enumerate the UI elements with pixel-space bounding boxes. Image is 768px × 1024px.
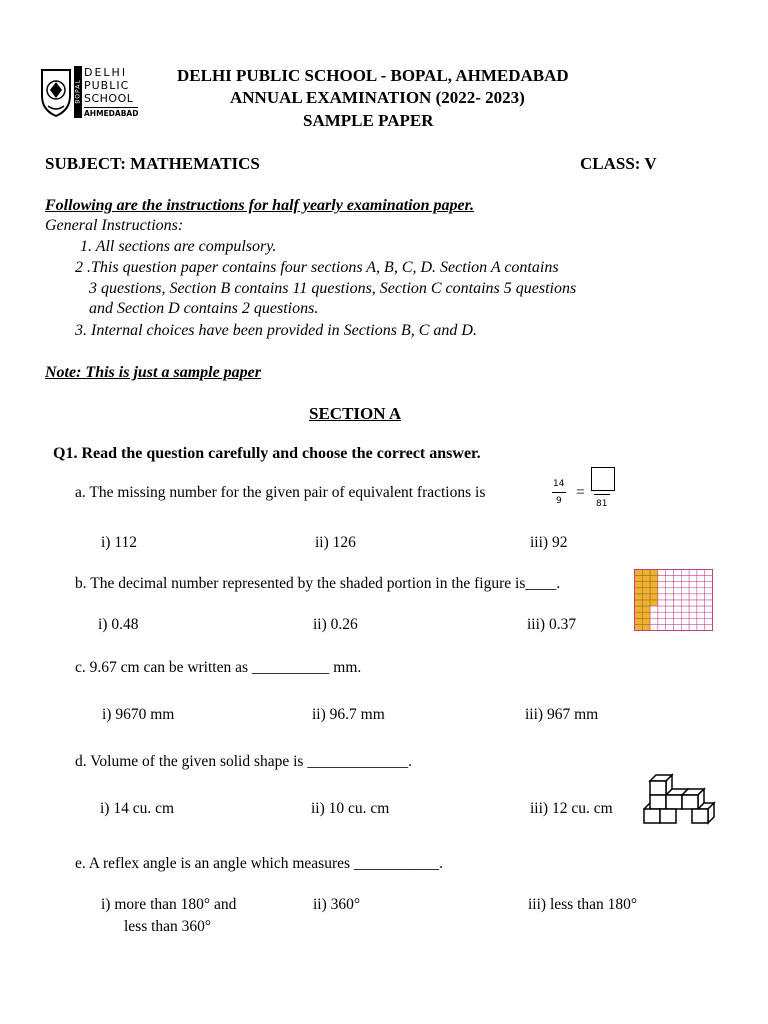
qe-option-1a: i) more than 180° and: [101, 896, 237, 913]
grid-cell-shaded: [635, 624, 643, 630]
grid-cell: [666, 612, 674, 618]
grid-cell: [705, 576, 713, 582]
grid-cell: [650, 606, 658, 612]
qe-option-2: ii) 360°: [313, 896, 361, 913]
grid-cell: [705, 588, 713, 594]
grid-cell: [666, 606, 674, 612]
grid-cell-shaded: [650, 576, 658, 582]
grid-cell: [697, 576, 705, 582]
qd-option-2: ii) 10 cu. cm: [311, 800, 390, 817]
instruction-3: 3. Internal choices have been provided in Sections B, C and D.: [75, 322, 477, 339]
question-b: b. The decimal number represented by the shaded portion in the figure is____.: [75, 575, 561, 592]
instruction-2b: 3 questions, Section B contains 11 questions, Section C contains 5 questions: [89, 280, 577, 297]
qb-option-3: iii) 0.37: [527, 616, 577, 633]
grid-cell: [658, 588, 666, 594]
grid-cell: [697, 618, 705, 624]
grid-cell: [658, 600, 666, 606]
q1-title: Q1. Read the question carefully and choose the correct answer.: [53, 445, 481, 462]
grid-cell: [681, 618, 689, 624]
answer-box: [591, 467, 615, 491]
question-e: e. A reflex angle is an angle which measures ___________.: [75, 855, 444, 872]
grid-cell: [658, 576, 666, 582]
grid-cell: [705, 606, 713, 612]
grid-cell: [697, 606, 705, 612]
qa-option-2: ii) 126: [315, 534, 356, 551]
grid-cell: [697, 624, 705, 630]
note: Note: This is just a sample paper: [45, 364, 262, 381]
class-label: CLASS: V: [580, 154, 657, 173]
grid-cell: [666, 582, 674, 588]
qd-option-3: iii) 12 cu. cm: [530, 800, 613, 817]
grid-cell: [650, 612, 658, 618]
grid-cell: [674, 582, 682, 588]
grid-cell: [705, 624, 713, 630]
fraction-denominator: 9: [556, 496, 562, 506]
grid-cell: [674, 612, 682, 618]
paper-title: SAMPLE PAPER: [303, 111, 434, 130]
grid-cell: [689, 570, 697, 576]
logo-line-3: SCHOOL: [84, 92, 134, 105]
grid-cell: [681, 612, 689, 618]
grid-cell: [681, 570, 689, 576]
grid-cell: [650, 618, 658, 624]
grid-cell: [674, 624, 682, 630]
grid-cell: [666, 618, 674, 624]
grid-cell: [689, 624, 697, 630]
grid-cell: [697, 570, 705, 576]
question-c: c. 9.67 cm can be written as __________ mm.: [75, 659, 362, 676]
grid-cell-shaded: [642, 606, 650, 612]
grid-cell-shaded: [635, 612, 643, 618]
qa-option-3: iii) 92: [530, 534, 568, 551]
grid-cell: [674, 594, 682, 600]
qd-option-1: i) 14 cu. cm: [100, 800, 175, 817]
grid-cell-shaded: [642, 576, 650, 582]
section-title: SECTION A: [309, 404, 402, 423]
grid-cell: [697, 582, 705, 588]
grid-cell: [658, 624, 666, 630]
grid-cell: [681, 576, 689, 582]
grid-cell: [705, 618, 713, 624]
hundred-grid-figure: [634, 569, 713, 631]
qc-option-1: i) 9670 mm: [102, 706, 175, 723]
grid-cell: [681, 588, 689, 594]
grid-cell-shaded: [635, 594, 643, 600]
grid-cell: [674, 600, 682, 606]
question-d: d. Volume of the given solid shape is _____________.: [75, 753, 412, 770]
grid-cell: [674, 570, 682, 576]
grid-cell: [658, 570, 666, 576]
grid-cell: [674, 606, 682, 612]
logo-vertical-text: BOPAL: [74, 79, 82, 104]
grid-cell: [658, 582, 666, 588]
instruction-2a: 2 .This question paper contains four sections A, B, C, D. Section A contains: [75, 259, 559, 276]
grid-cell-shaded: [642, 618, 650, 624]
grid-cell: [705, 582, 713, 588]
grid-cell: [666, 600, 674, 606]
qa-option-1: i) 112: [101, 534, 138, 551]
grid-cell: [658, 618, 666, 624]
general-instructions: General Instructions:: [45, 217, 184, 234]
qc-option-2: ii) 96.7 mm: [312, 706, 385, 723]
grid-cell: [681, 600, 689, 606]
grid-cell-shaded: [635, 606, 643, 612]
grid-cell: [681, 624, 689, 630]
grid-cell-shaded: [650, 582, 658, 588]
grid-cell-shaded: [650, 600, 658, 606]
grid-cell: [666, 570, 674, 576]
logo-line-2: PUBLIC: [84, 79, 130, 92]
grid-cell-shaded: [635, 618, 643, 624]
grid-cell: [689, 612, 697, 618]
question-a: a. The missing number for the given pair of equivalent fractions is: [75, 484, 486, 501]
instruction-1: 1. All sections are compulsory.: [80, 238, 277, 255]
grid-cell: [705, 612, 713, 618]
grid-cell: [658, 606, 666, 612]
grid-cell-shaded: [642, 588, 650, 594]
grid-cell: [681, 606, 689, 612]
qe-option-3: iii) less than 180°: [528, 896, 638, 913]
grid-cell: [689, 594, 697, 600]
grid-cell: [666, 588, 674, 594]
logo-city: AHMEDABAD: [84, 109, 139, 118]
qb-option-1: i) 0.48: [98, 616, 139, 633]
grid-cell: [697, 612, 705, 618]
school-title: DELHI PUBLIC SCHOOL - BOPAL, AHMEDABAD: [177, 66, 569, 85]
grid-cell: [689, 600, 697, 606]
grid-cell: [689, 618, 697, 624]
grid-cell: [666, 624, 674, 630]
exam-title: ANNUAL EXAMINATION (2022- 2023): [230, 88, 525, 107]
instructions-heading: Following are the instructions for half yearly examination paper.: [45, 197, 474, 214]
grid-cell: [689, 582, 697, 588]
cube-solid-figure: [640, 771, 718, 831]
grid-cell: [681, 582, 689, 588]
grid-cell: [674, 618, 682, 624]
fraction-bar-1: [552, 492, 566, 493]
grid-cell: [650, 624, 658, 630]
grid-cell-shaded: [650, 570, 658, 576]
logo-line-1: DELHI: [84, 66, 128, 79]
grid-cell-shaded: [635, 570, 643, 576]
grid-cell: [697, 600, 705, 606]
grid-cell-shaded: [635, 600, 643, 606]
grid-cell-shaded: [635, 582, 643, 588]
grid-cell: [681, 594, 689, 600]
equals-sign: =: [576, 484, 585, 501]
grid-cell: [689, 606, 697, 612]
grid-cell: [689, 588, 697, 594]
grid-cell-shaded: [642, 594, 650, 600]
grid-cell: [705, 594, 713, 600]
instruction-2c: and Section D contains 2 questions.: [89, 300, 319, 317]
grid-cell-shaded: [642, 624, 650, 630]
qc-option-3: iii) 967 mm: [525, 706, 599, 723]
grid-cell: [697, 588, 705, 594]
grid-cell: [666, 594, 674, 600]
grid-cell: [666, 576, 674, 582]
grid-cell-shaded: [642, 612, 650, 618]
fraction-numerator: 14: [553, 479, 565, 489]
grid-cell: [674, 576, 682, 582]
grid-cell-shaded: [635, 588, 643, 594]
subject-label: SUBJECT: MATHEMATICS: [45, 154, 260, 173]
grid-cell: [658, 594, 666, 600]
grid-cell: [658, 612, 666, 618]
grid-cell-shaded: [642, 582, 650, 588]
grid-cell: [689, 576, 697, 582]
qe-option-1b: less than 360°: [124, 918, 212, 935]
grid-cell-shaded: [650, 594, 658, 600]
fraction-denominator-2: 81: [596, 499, 608, 509]
crest-icon: [38, 66, 74, 118]
grid-cell-shaded: [635, 576, 643, 582]
grid-cell-shaded: [642, 600, 650, 606]
grid-cell: [705, 600, 713, 606]
grid-cell: [697, 594, 705, 600]
fraction-bar-2: [594, 494, 610, 495]
grid-cell: [705, 570, 713, 576]
qb-option-2: ii) 0.26: [313, 616, 358, 633]
grid-cell-shaded: [650, 588, 658, 594]
grid-cell: [674, 588, 682, 594]
grid-cell-shaded: [642, 570, 650, 576]
